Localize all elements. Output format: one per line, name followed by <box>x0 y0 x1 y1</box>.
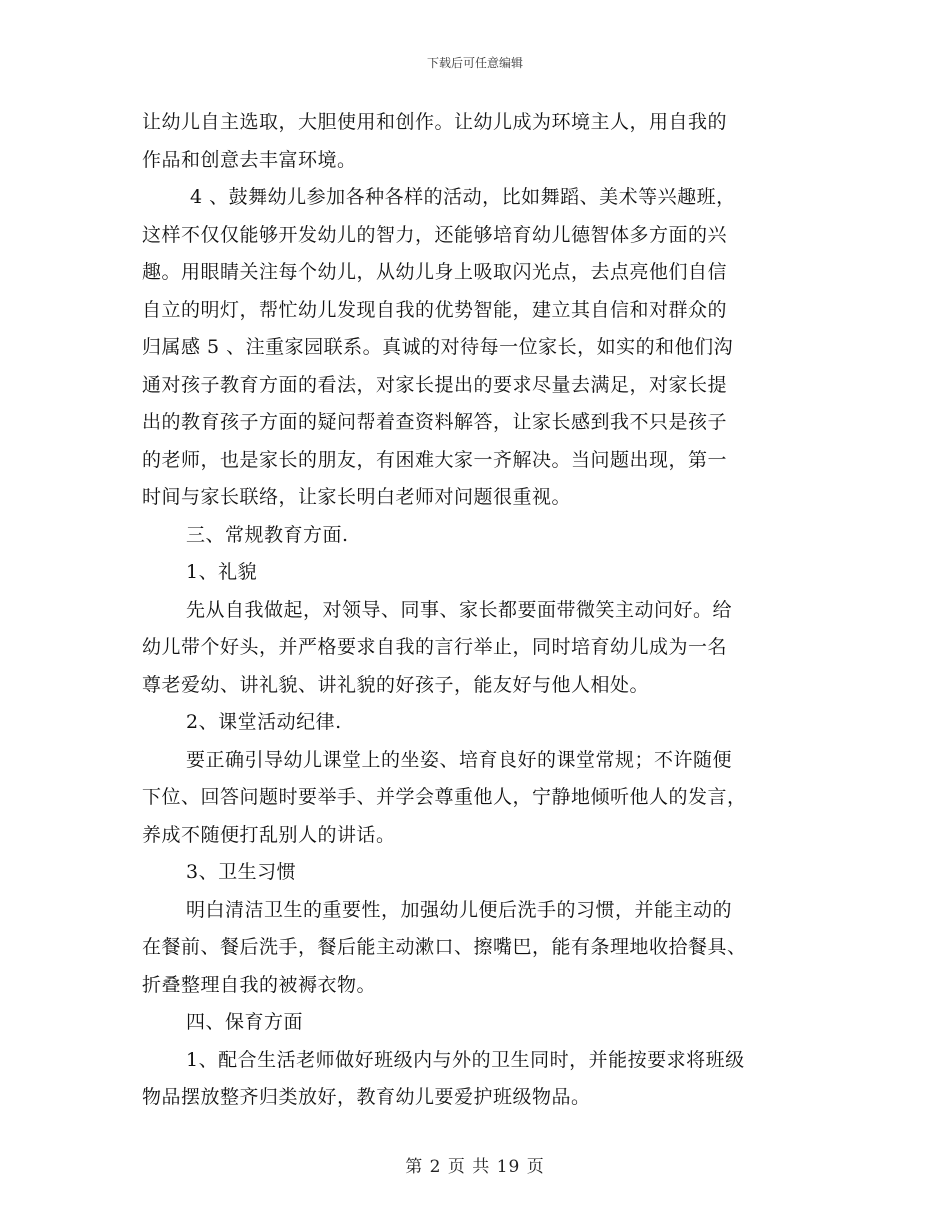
text-line: 尊老爱幼、讲礼貌、讲礼貌的好孩子，能友好与他人相处。 <box>142 673 650 696</box>
text-line: 明白清洁卫生的重要性，加强幼儿便后洗手的习惯，并能主动的 <box>186 898 733 921</box>
section-heading: 四、保育方面 <box>186 1011 304 1033</box>
text-line: 让幼儿自主选取，大胆使用和创作。让幼儿成为环境主人，用自我的 <box>142 111 728 133</box>
subsection-heading: 3、卫生习惯 <box>186 861 297 883</box>
text-line: 4 、鼓舞幼儿参加各种各样的活动，比如舞蹈、美术等兴趣班， <box>190 186 736 208</box>
text-line: 通对孩子教育方面的看法，对家长提出的要求尽量去满足，对家长提 <box>142 373 728 396</box>
text-line: 自立的明灯，帮忙幼儿发现自我的优势智能，建立其自信和对群众的 <box>142 298 728 321</box>
text-line: 物品摆放整齐归类放好，教育幼儿要爱护班级物品。 <box>142 1086 591 1108</box>
text-line: 出的教育孩子方面的疑问帮着查资料解答，让家长感到我不只是孩子 <box>142 411 728 433</box>
text-line: 在餐前、餐后洗手，餐后能主动漱口、擦嘴巴，能有条理地收拾餐具、 <box>142 936 747 958</box>
subsection-heading: 1、礼貌 <box>186 561 258 583</box>
text-line: 幼儿带个好头，并严格要求自我的言行举止，同时培育幼儿成为一名 <box>142 636 728 658</box>
text-line: 的老师，也是家长的朋友，有困难大家一齐解决。当问题出现，第一 <box>142 448 728 471</box>
page-number-footer: 第 2 页 共 19 页 <box>405 1157 545 1177</box>
page-header: 下载后可任意编辑 <box>426 56 523 70</box>
text-line: 下位、回答问题时要举手、并学会尊重他人，宁静地倾听他人的发言， <box>142 786 747 808</box>
subsection-heading: 2、课堂活动纪律. <box>186 711 342 733</box>
text-line: 养成不随便打乱别人的讲话。 <box>142 823 396 846</box>
text-line: 1、配合生活老师做好班级内与外的卫生同时，并能按要求将班级 <box>186 1048 745 1071</box>
text-line: 趣。用眼睛关注每个幼儿，从幼儿身上吸取闪光点，去点亮他们自信 <box>142 261 728 283</box>
text-line: 这样不仅仅能够开发幼儿的智力，还能够培育幼儿德智体多方面的兴 <box>142 223 728 246</box>
text-line: 折叠整理自我的被褥衣物。 <box>142 973 377 996</box>
text-line: 时间与家长联络，让家长明白老师对问题很重视。 <box>142 486 572 508</box>
text-line: 先从自我做起，对领导、同事、家长都要面带微笑主动问好。给 <box>186 598 733 621</box>
document-body <box>142 104 812 1117</box>
text-line: 作品和创意去丰富环境。 <box>142 148 357 171</box>
text-line: 要正确引导幼儿课堂上的坐姿、培育良好的课堂常规；不许随便 <box>186 748 733 771</box>
section-heading: 三、常规教育方面. <box>186 523 349 546</box>
text-line: 归属感 5 、注重家园联系。真诚的对待每一位家长，如实的和他们沟 <box>142 336 734 358</box>
